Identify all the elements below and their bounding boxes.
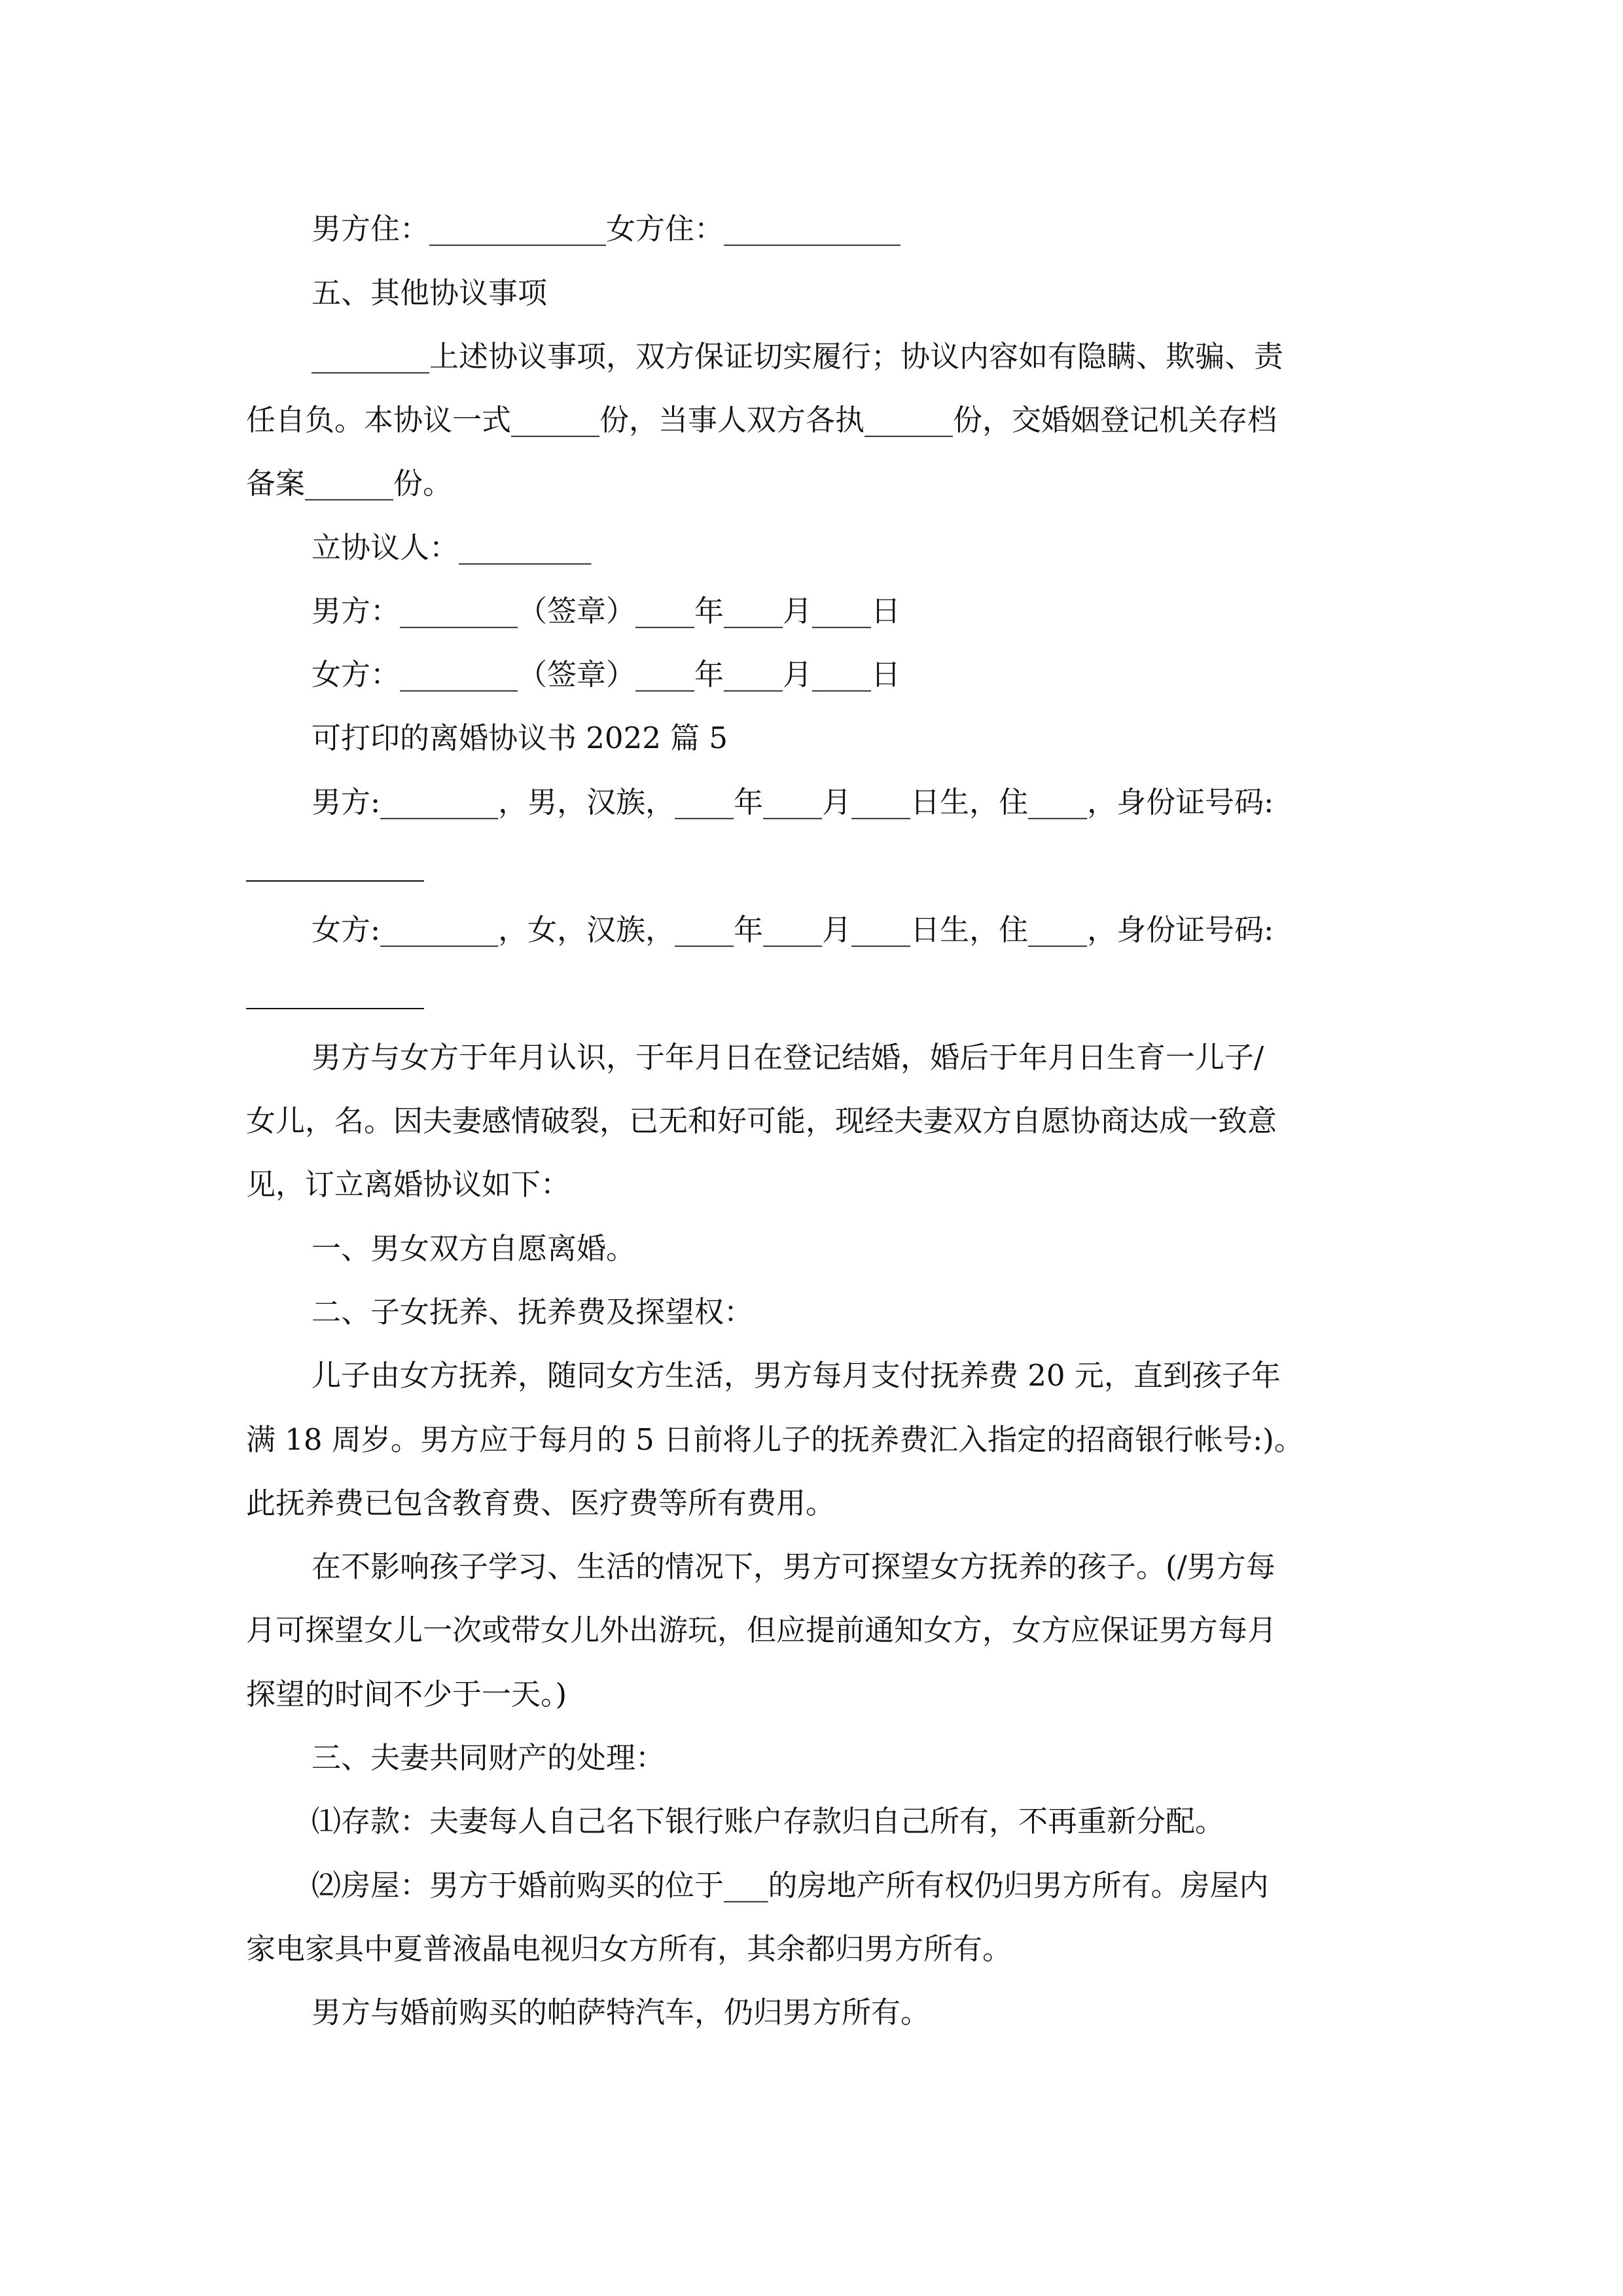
document-title: 可打印的离婚协议书 2022 篇 5: [312, 721, 728, 755]
paragraph-line: 任自负。本协议一式______份，当事人双方各执______份，交婚姻登记机关存档: [246, 403, 1277, 437]
male-id-blank: [246, 880, 424, 882]
car-clause: 男方与婚前购买的帕萨特汽车，仍归男方所有。: [312, 1995, 931, 2030]
signatory-line: 立协议人：_________: [312, 530, 592, 565]
paragraph-line: 月可探望女儿一次或带女儿外出游玩，但应提前通知女方，女方应保证男方每月: [246, 1613, 1277, 1647]
paragraph-line: 备案______份。: [246, 466, 453, 501]
clause-2-heading: 二、子女抚养、抚养费及探望权：: [312, 1295, 754, 1329]
paragraph-line: 满 18 周岁。男方应于每月的 5 日前将儿子的抚养费汇入指定的招商银行帐号:)。: [246, 1422, 1304, 1457]
paragraph-line: 见，订立离婚协议如下：: [246, 1167, 571, 1202]
deposit-clause: ⑴存款：夫妻每人自己名下银行账户存款归自己所有，不再重新分配。: [312, 1804, 1225, 1839]
paragraph-line: 儿子由女方抚养，随同女方生活，男方每月支付抚养费 20 元，直到孩子年: [312, 1358, 1281, 1393]
housing-clause: ⑵房屋：男方于婚前购买的位于___的房地产所有权仍归男方所有。房屋内: [312, 1868, 1269, 1903]
female-party-info: 女方:________，女，汉族，____年____月____日生，住____，身份证号码:: [312, 912, 1274, 947]
female-signature-line: 女方：________（签章）____年____月____日: [312, 657, 901, 692]
paragraph-line: 男方与女方于年月认识，于年月日在登记结婚，婚后于年月日生育一儿子/: [312, 1040, 1264, 1075]
paragraph-line: ________上述协议事项，双方保证切实履行；协议内容如有隐瞒、欺骗、责: [312, 339, 1284, 374]
male-party-info: 男方:________，男，汉族，____年____月____日生，住____，身份证号码:: [312, 785, 1274, 819]
clause-1: 一、男女双方自愿离婚。: [312, 1231, 636, 1266]
section-heading-other-matters: 五、其他协议事项: [312, 276, 548, 310]
paragraph-line: 家电家具中夏普液晶电视归女方所有，其余都归男方所有。: [246, 1931, 1012, 1966]
male-signature-line: 男方：________（签章）____年____月____日: [312, 594, 901, 628]
paragraph-line: 女儿，名。因夫妻感情破裂，已无和好可能，现经夫妻双方自愿协商达成一致意: [246, 1103, 1277, 1138]
clause-3-heading: 三、夫妻共同财产的处理：: [312, 1740, 666, 1775]
female-id-blank: [246, 1008, 424, 1009]
paragraph-line: 此抚养费已包含教育费、医疗费等所有费用。: [246, 1486, 836, 1520]
residence-line: 男方住：____________女方住：____________: [312, 211, 901, 246]
paragraph-line: 探望的时间不少于一天。): [246, 1677, 567, 1712]
paragraph-line: 在不影响孩子学习、生活的情况下，男方可探望女方抚养的孩子。(/男方每: [312, 1549, 1275, 1584]
